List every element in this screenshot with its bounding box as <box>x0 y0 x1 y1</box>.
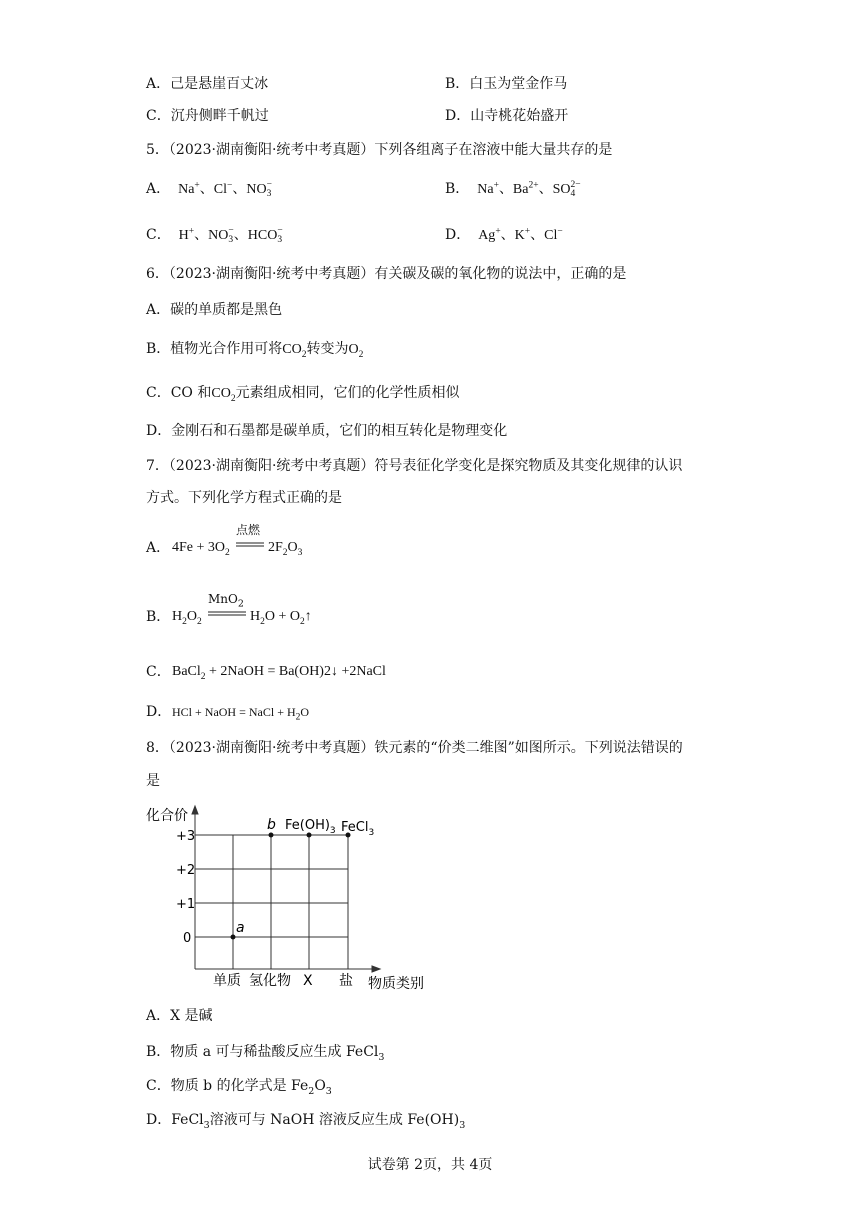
q8-option-c-o: O <box>314 1078 326 1094</box>
q8-option-c-sub2: 2 <box>308 1085 315 1097</box>
q6-stem: 6．（2023·湖南衡阳·统考中考真题）有关碳及碳的氧化物的说法中，正确的是 <box>146 266 627 282</box>
q6-option-d: D．金刚石和石墨都是碳单质，它们的相互转化是物理变化 <box>146 423 508 439</box>
q8-option-c-text: C．物质 b 的化学式是 Fe <box>146 1078 309 1094</box>
q6-option-a: A．碳的单质都是黑色 <box>146 302 283 318</box>
y-axis-label: 化合价 <box>146 808 188 824</box>
q8-option-d-sub-a: 3 <box>203 1119 210 1131</box>
q8-stem-line1: 8．（2023·湖南衡阳·统考中考真题）铁元素的“价类二维图”如图所示。下列说法错误的 <box>146 740 683 756</box>
q8-option-c-sub3: 3 <box>325 1085 332 1097</box>
q5-option-b-label: B． <box>445 181 470 197</box>
q5-option-b-ions: Na+、$Ba^{2+}$、SO 2− 4 <box>473 179 581 199</box>
q5-option-c-ions: H+、NO − 3 、HCO − 3 <box>175 225 283 245</box>
q8-option-d-mid: 溶液可与 NaOH 溶液反应生成 Fe(OH) <box>209 1112 460 1128</box>
q5-option-d-label: D． <box>445 227 471 243</box>
fecl3-sub: 3 <box>368 828 375 838</box>
q4-option-b: B．白玉为堂金作马 <box>445 76 568 92</box>
q8-stem-line2: 是 <box>146 773 160 789</box>
q8-option-b-text: B．物质 a 可与稀盐酸反应生成 FeCl <box>146 1044 379 1060</box>
y-tick-zero: 0 <box>183 931 192 946</box>
point-a-marker <box>231 935 236 940</box>
q8-option-d <box>146 1110 465 1130</box>
q7-option-b-label: B． <box>146 609 171 625</box>
q8-option-a: A．X 是碱 <box>146 1008 213 1024</box>
q7-option-d-equation: HCl + NaOH = NaCl + $H_2O$ <box>172 705 310 723</box>
q7-option-a-lhs: $4Fe + 3O_2$ <box>172 540 230 558</box>
equation-arrows <box>208 543 264 615</box>
y-tick-plus3: +3 <box>176 829 196 844</box>
fecl3-text: FeCl <box>341 820 369 835</box>
point-feoh3-marker <box>307 833 312 838</box>
q6-co2-formula-c: $CO_2$ <box>211 386 236 404</box>
y-tick-plus2: +2 <box>176 863 196 878</box>
q8-option-b <box>146 1042 384 1062</box>
q5-option-a-ions: Na+、Cl−、NO − 3 <box>174 179 272 199</box>
point-b-label: b <box>267 817 276 833</box>
x-axis-arrow <box>372 966 380 972</box>
q6-option-c-post: 元素组成相同，它们的化学性质相似 <box>235 385 460 401</box>
q7-stem-line2: 方式。下列化学方程式正确的是 <box>146 490 342 506</box>
q7-option-b-lhs: $H_2O_2$ <box>172 609 202 627</box>
x-cat-salt: 盐 <box>339 973 353 989</box>
point-a-label: a <box>236 920 245 936</box>
q6-co2-formula: $CO_2$ <box>282 342 307 360</box>
x-axis-label: 物质类别 <box>368 976 424 992</box>
feoh3-text: Fe(OH) <box>285 818 330 833</box>
x-cat-element: 单质 <box>213 973 241 989</box>
q7-option-b-condition: MnO$_2$ <box>208 592 244 610</box>
q5-option-d-ions: Ag+、K+、Cl− <box>474 226 563 243</box>
q5-option-a-label: A． <box>146 181 171 197</box>
q5-option-c-label: C． <box>146 227 171 243</box>
q7-option-a-rhs: $2F_2O_3$ <box>268 540 303 558</box>
q7-stem-line1: 7．（2023·湖南衡阳·统考中考真题）符号表征化学变化是探究物质及其变化规律的认识 <box>146 458 683 474</box>
y-tick-plus1: +1 <box>176 897 196 912</box>
feoh3-sub: 3 <box>329 826 336 836</box>
q8-option-b-sub: 3 <box>378 1051 385 1063</box>
q7-option-a-condition: 点燃 <box>236 523 261 537</box>
q6-option-b-mid: 转变为 <box>306 341 349 357</box>
q7-option-c-label: C． <box>146 664 171 680</box>
q8-option-d-pre: D．FeCl <box>146 1112 204 1128</box>
q6-option-b-pre: B．植物光合作用可将 <box>146 341 283 357</box>
q4-option-c: C．沉舟侧畔千帆过 <box>146 108 269 124</box>
q4-option-d: D．山寺桃花始盛开 <box>445 108 569 124</box>
q7-option-c-equation: BaCl$_2$ + 2NaOH = Ba(OH)2↓ +2NaCl <box>172 664 386 682</box>
q7-option-b-rhs: $H_2O$ + $O_2↑$ <box>250 609 312 627</box>
q6-option-c-pre: C．CO 和 <box>146 385 212 401</box>
page-footer: 试卷第 2页，共 4页 <box>367 1157 493 1173</box>
y-axis-arrow <box>192 806 198 814</box>
x-cat-hydride: 氢化物 <box>249 973 291 989</box>
q5-stem: 5．（2023·湖南衡阳·统考中考真题）下列各组离子在溶液中能大量共存的是 <box>146 142 613 158</box>
q7-option-b-catalyst: MnO <box>208 592 238 606</box>
q4-option-a: A．己是悬崖百丈冰 <box>146 76 269 92</box>
x-cat-x: X <box>303 973 313 989</box>
q7-option-d-label: D． <box>146 704 172 720</box>
q8-option-d-sub-b: 3 <box>459 1119 466 1131</box>
point-b-marker <box>269 833 274 838</box>
q8-option-c <box>146 1076 332 1096</box>
q7-option-a-label: A． <box>146 540 171 556</box>
q6-o2-formula: $O_2$ <box>348 342 364 360</box>
